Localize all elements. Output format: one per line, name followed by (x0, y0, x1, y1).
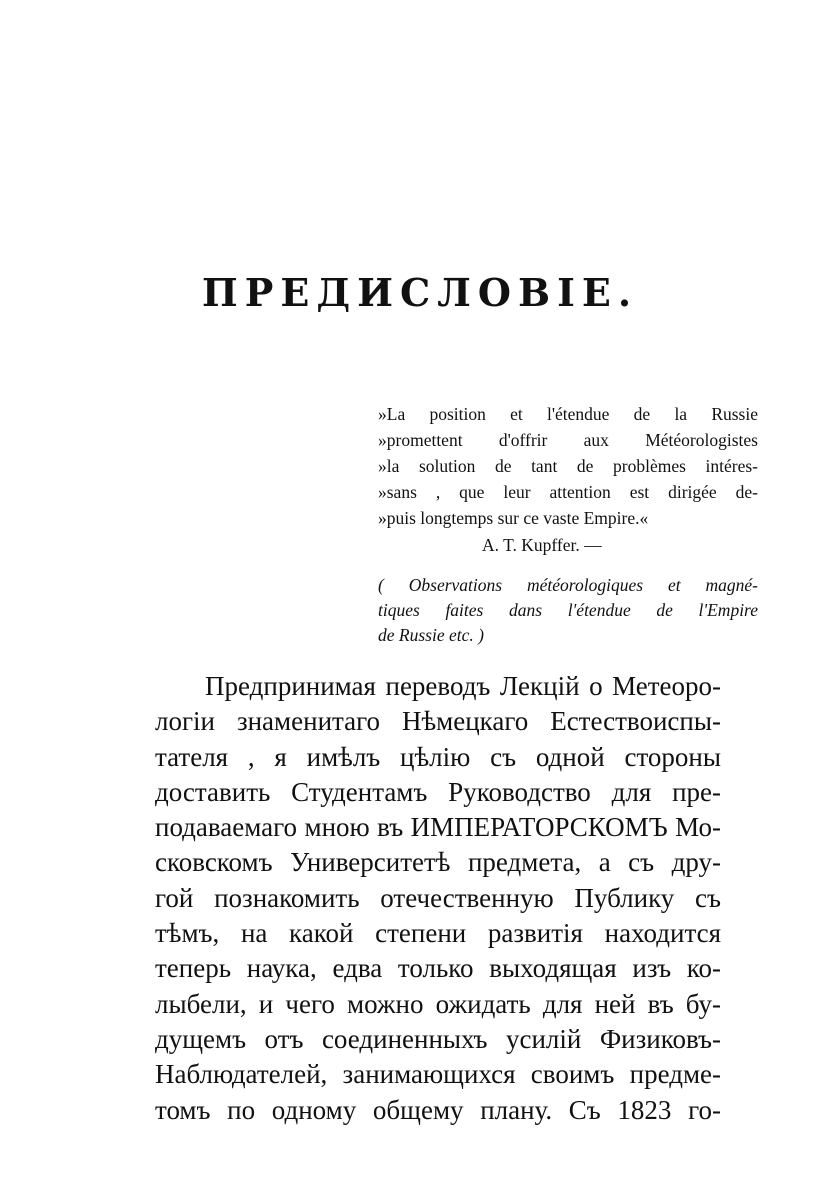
body-line: сковскомъ Университетѣ предмета, а съ дру- (155, 847, 721, 878)
epigraph-line: »promettent d'offrir aux Météorologistes (378, 430, 758, 450)
epigraph-line: »sans , que leur attention est dirigée de- (378, 482, 758, 502)
body-line: подаваемаго мною въ ИМПЕРАТОРСКОМЪ Мо- (155, 812, 721, 843)
body-line: логіи знаменитаго Нѣмецкаго Естествоиспы- (155, 706, 721, 737)
epigraph-line: »puis longtemps sur ce vaste Empire.« (378, 508, 649, 528)
body-paragraph (155, 669, 721, 1128)
source-line: de Russie etc. ) (378, 625, 484, 645)
page-heading: ПРЕДИСЛОВІЕ. (201, 270, 639, 315)
body-line: томъ по одному общему плану. Съ 1823 го- (155, 1094, 721, 1125)
epigraph-line: »La position et l'étendue de la Russie (378, 404, 758, 424)
epigraph-line: »la solution de tant de problèmes intéres- (378, 456, 758, 476)
source-line: ( Observations météorologiques et magné- (378, 575, 758, 595)
body-line: лыбели, и чего можно ожидать для ней въ бу- (155, 988, 721, 1019)
body-line: доставить Студентамъ Руководство для пре- (155, 776, 721, 807)
body-line: дущемъ отъ соединенныхъ усилій Физиковъ- (155, 1023, 721, 1054)
body-line: Предпринимая переводъ Лекцій о Метеоро- (205, 671, 721, 701)
epigraph-author: A. T. Kupffer. — (482, 535, 602, 555)
body-line: гой познакомить отечественную Публику съ (155, 882, 721, 913)
body-line: тателя , я имѣлъ цѣлію съ одной стороны (155, 741, 721, 772)
epigraph-source (378, 573, 758, 648)
body-line: теперь наука, едва только выходящая изъ ко- (155, 953, 721, 984)
source-line: tiques faites dans l'étendue de l'Empire (378, 600, 758, 620)
body-line: тѣмъ, на какой степени развитія находится (155, 918, 721, 949)
epigraph-quote (378, 401, 758, 558)
body-line: Наблюдателей, занимающихся своимъ предме- (155, 1059, 721, 1090)
